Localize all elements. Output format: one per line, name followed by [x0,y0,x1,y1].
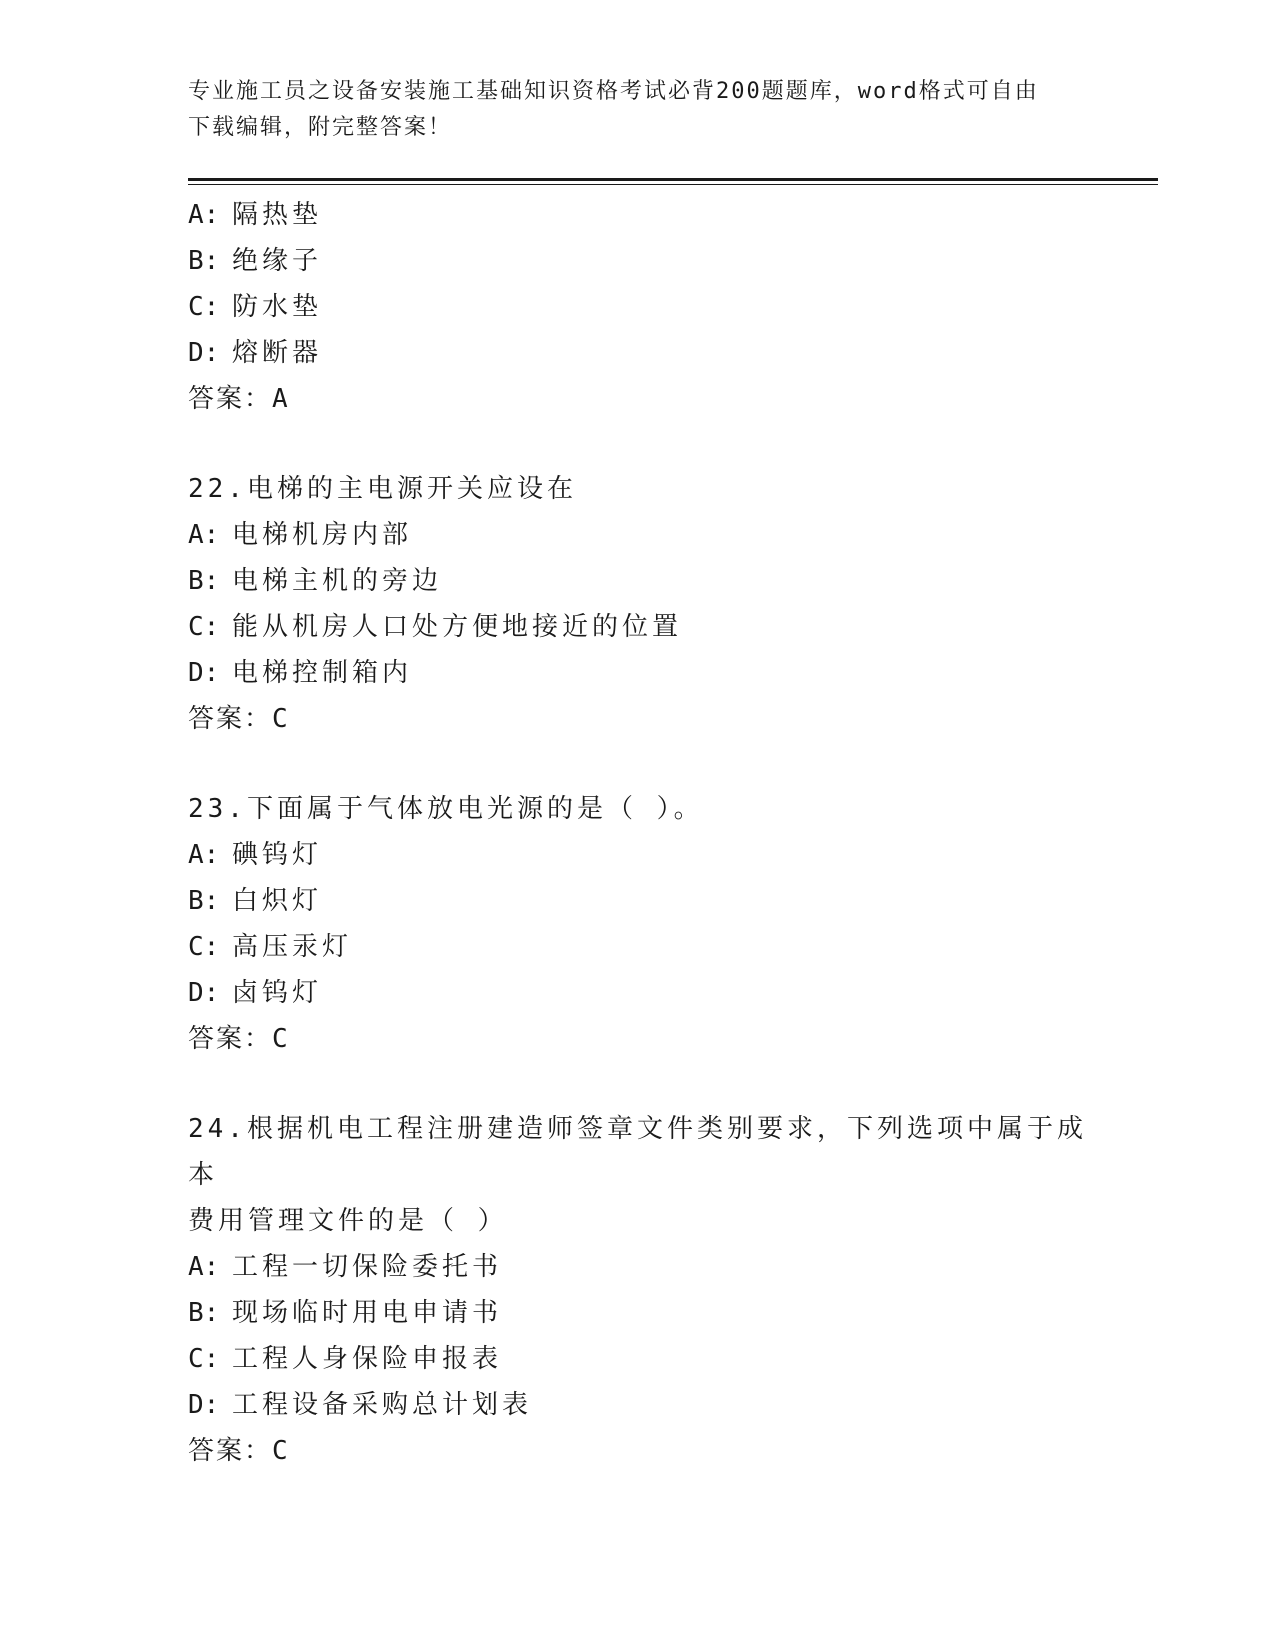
option-text: 熔断器 [232,338,323,368]
answer-line [188,1016,1088,1062]
option-label: B: [188,886,220,916]
option-label: A: [188,1252,220,1282]
option-label: B: [188,1298,220,1328]
option-label: D: [188,338,220,368]
answer-line [188,376,1088,422]
document-header [188,74,1088,146]
answer-value: C [272,704,290,734]
option-label: C: [188,612,220,642]
option-b [188,1290,1088,1336]
option-label: D: [188,1390,220,1420]
spacer [188,1062,1088,1106]
question-title-line-1: 24.根据机电工程注册建造师签章文件类别要求，下列选项中属于成本 [188,1114,1087,1190]
option-c [188,284,1088,330]
option-a [188,1244,1088,1290]
question-24 [188,1106,1088,1474]
option-text: 工程一切保险委托书 [232,1252,503,1282]
header-divider-thick [188,178,1158,181]
question-title: 22.电梯的主电源开关应设在 [188,474,577,504]
option-c [188,1336,1088,1382]
option-a [188,832,1088,878]
header-divider-thin [188,184,1158,185]
answer-label: 答案： [188,1024,273,1054]
option-label: C: [188,932,220,962]
option-label: B: [188,246,220,276]
header-line-1: 专业施工员之设备安装施工基础知识资格考试必背200题题库，word格式可自由 [188,79,1039,104]
spacer [188,742,1088,786]
answer-label: 答案： [188,384,273,414]
question-21-continuation [188,192,1088,422]
option-text: 电梯主机的旁边 [232,566,443,596]
option-b [188,558,1088,604]
answer-line [188,696,1088,742]
option-text: 现场临时用电申请书 [232,1298,503,1328]
option-label: D: [188,658,220,688]
option-d [188,330,1088,376]
question-list [188,192,1088,1474]
answer-line [188,1428,1088,1474]
question-22 [188,466,1088,742]
option-text: 白炽灯 [232,886,323,916]
option-a [188,192,1088,238]
option-text: 工程人身保险申报表 [232,1344,503,1374]
option-text: 绝缘子 [232,246,323,276]
option-d [188,650,1088,696]
option-text: 隔热垫 [232,200,323,230]
option-label: C: [188,1344,220,1374]
question-title-line-2: 费用管理文件的是（ ） [188,1206,508,1236]
option-d [188,1382,1088,1428]
option-b [188,238,1088,284]
option-label: C: [188,292,220,322]
option-text: 高压汞灯 [232,932,353,962]
option-b [188,878,1088,924]
header-line-2: 下载编辑，附完整答案！ [188,115,453,140]
option-label: B: [188,566,220,596]
answer-value: A [272,384,290,414]
answer-value: C [272,1024,290,1054]
option-text: 工程设备采购总计划表 [232,1390,533,1420]
answer-value: C [272,1436,290,1466]
option-text: 电梯控制箱内 [232,658,413,688]
spacer [188,422,1088,466]
option-text: 卤钨灯 [232,978,323,1008]
option-text: 能从机房人口处方便地接近的位置 [232,612,683,642]
option-label: D: [188,978,220,1008]
option-c [188,924,1088,970]
option-label: A: [188,200,220,230]
option-c [188,604,1088,650]
option-text: 电梯机房内部 [232,520,413,550]
question-title: 23.下面属于气体放电光源的是（ ）。 [188,794,704,824]
option-text: 防水垫 [232,292,323,322]
answer-label: 答案： [188,704,273,734]
question-23 [188,786,1088,1062]
option-label: A: [188,840,220,870]
option-text: 碘钨灯 [232,840,323,870]
option-d [188,970,1088,1016]
answer-label: 答案： [188,1436,273,1466]
option-a [188,512,1088,558]
option-label: A: [188,520,220,550]
